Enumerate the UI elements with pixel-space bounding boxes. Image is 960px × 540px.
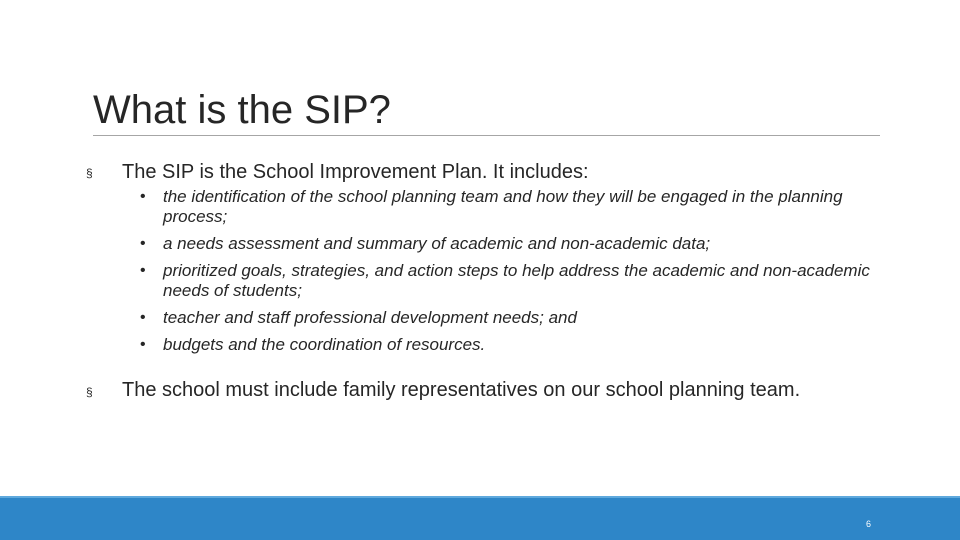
- dot-bullet-icon: •: [140, 235, 146, 252]
- dot-bullet-icon: •: [140, 336, 146, 353]
- dot-bullet-icon: •: [140, 188, 146, 205]
- list-item: [140, 187, 880, 227]
- list-item-text: prioritized goals, strategies, and action steps to help address the academic and non-academic needs of students;: [163, 261, 870, 300]
- dot-bullet-icon: •: [140, 309, 146, 326]
- list-item: [140, 234, 880, 254]
- dot-bullet-icon: •: [140, 262, 146, 279]
- title-divider: [93, 135, 880, 136]
- bullet-text-sip-definition: The SIP is the School Improvement Plan. It includes:: [122, 161, 589, 183]
- list-item-text: a needs assessment and summary of academic and non-academic data;: [163, 234, 711, 253]
- page-number: 6: [866, 519, 872, 529]
- footer-bar: [0, 498, 960, 540]
- square-bullet-icon: §: [86, 385, 93, 399]
- list-item: [140, 308, 880, 328]
- bullet-text-family-representatives: The school must include family representatives on our school planning team.: [122, 379, 801, 401]
- list-item-text: budgets and the coordination of resources.: [163, 335, 486, 354]
- sub-bullet-list: [140, 187, 880, 362]
- slide-title: What is the SIP?: [93, 88, 391, 132]
- list-item-text: the identification of the school planning team and how they will be engaged in the planning process;: [163, 187, 843, 226]
- list-item: [140, 261, 880, 301]
- list-item-text: teacher and staff professional development needs; and: [163, 308, 577, 327]
- list-item: [140, 335, 880, 355]
- square-bullet-icon: §: [86, 166, 93, 180]
